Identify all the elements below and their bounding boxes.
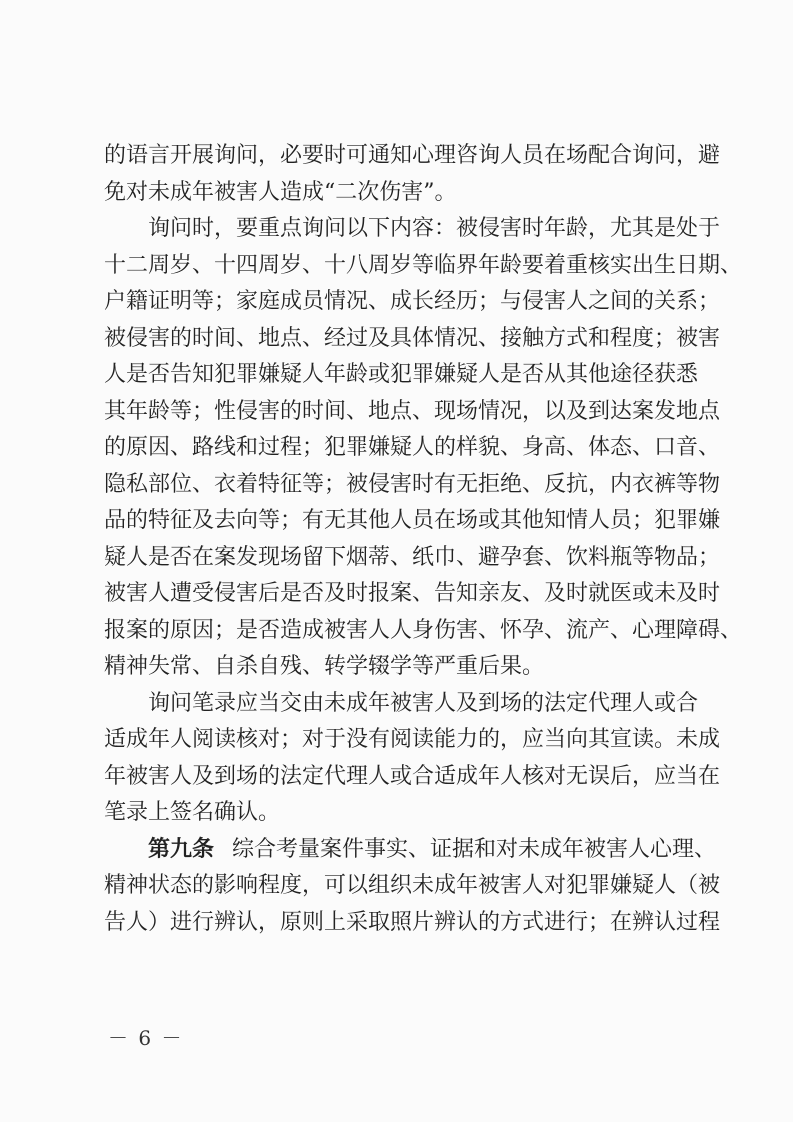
text-line: 人是否告知犯罪嫌疑人年龄或犯罪嫌疑人是否从其他途径获悉 xyxy=(104,362,699,387)
paragraph-1 xyxy=(104,138,721,211)
text-line xyxy=(104,832,717,869)
article-label: 第九条 xyxy=(148,836,215,862)
article-text: 综合考量案件事实、证据和对未成年被害人心理、 xyxy=(232,836,717,862)
paragraph-3 xyxy=(104,686,721,832)
text-line: 适成年人阅读核对；对于没有阅读能力的，应当向其宣读。未成 xyxy=(104,727,721,752)
text-line: 的原因、路线和过程；犯罪嫌疑人的样貌、身高、体态、口音、 xyxy=(104,435,721,460)
text-line: 被害人遭受侵害后是否及时报案、告知亲友、及时就医或未及时 xyxy=(104,581,721,606)
text-line: 户籍证明等；家庭成员情况、成长经历；与侵害人之间的关系； xyxy=(104,289,721,314)
page-number: － 6 － xyxy=(108,1026,184,1050)
text-line: 疑人是否在案发现场留下烟蒂、纸巾、避孕套、饮料瓶等物品； xyxy=(104,544,721,570)
text-line: 报案的原因；是否造成被害人人身伤害、怀孕、流产、心理障碍、 xyxy=(104,617,743,643)
text-line: 隐私部位、衣着特征等；被侵害时有无拒绝、反抗，内衣裤等物 xyxy=(104,471,721,497)
text-line: 免对未成年被害人造成“二次伤害”。 xyxy=(104,179,457,205)
text-line: 被侵害的时间、地点、经过及具体情况、接触方式和程度；被害 xyxy=(104,325,721,351)
text-line: 精神状态的影响程度，可以组织未成年被害人对犯罪嫌疑人（被 xyxy=(104,873,721,898)
text-line: 其年龄等；性侵害的时间、地点、现场情况，以及到达案发地点 xyxy=(104,398,721,424)
text-line: 精神失常、自杀自残、转学辍学等严重后果。 xyxy=(104,654,545,679)
text-line: 年被害人及到场的法定代理人或合适成年人核对无误后，应当在 xyxy=(104,763,721,789)
paragraph-2 xyxy=(104,211,743,686)
paragraph-article-9 xyxy=(104,832,721,942)
text-line: 告人）进行辨认，原则上采取照片辨认的方式进行；在辨认过程 xyxy=(104,909,721,935)
document-body xyxy=(104,138,743,941)
text-line: 的语言开展询问，必要时可通知心理咨询人员在场配合询问，避 xyxy=(104,143,721,168)
text-line: 十二周岁、十四周岁、十八周岁等临界年龄要着重核实出生日期、 xyxy=(104,252,743,278)
text-line: 品的特征及去向等；有无其他人员在场或其他知情人员；犯罪嫌 xyxy=(104,508,721,533)
text-line: 询问时，要重点询问以下内容：被侵害时年龄，尤其是处于 xyxy=(148,216,721,241)
text-line: 笔录上签名确认。 xyxy=(104,800,281,825)
text-line: 询问笔录应当交由未成年被害人及到场的法定代理人或合 xyxy=(148,690,699,716)
